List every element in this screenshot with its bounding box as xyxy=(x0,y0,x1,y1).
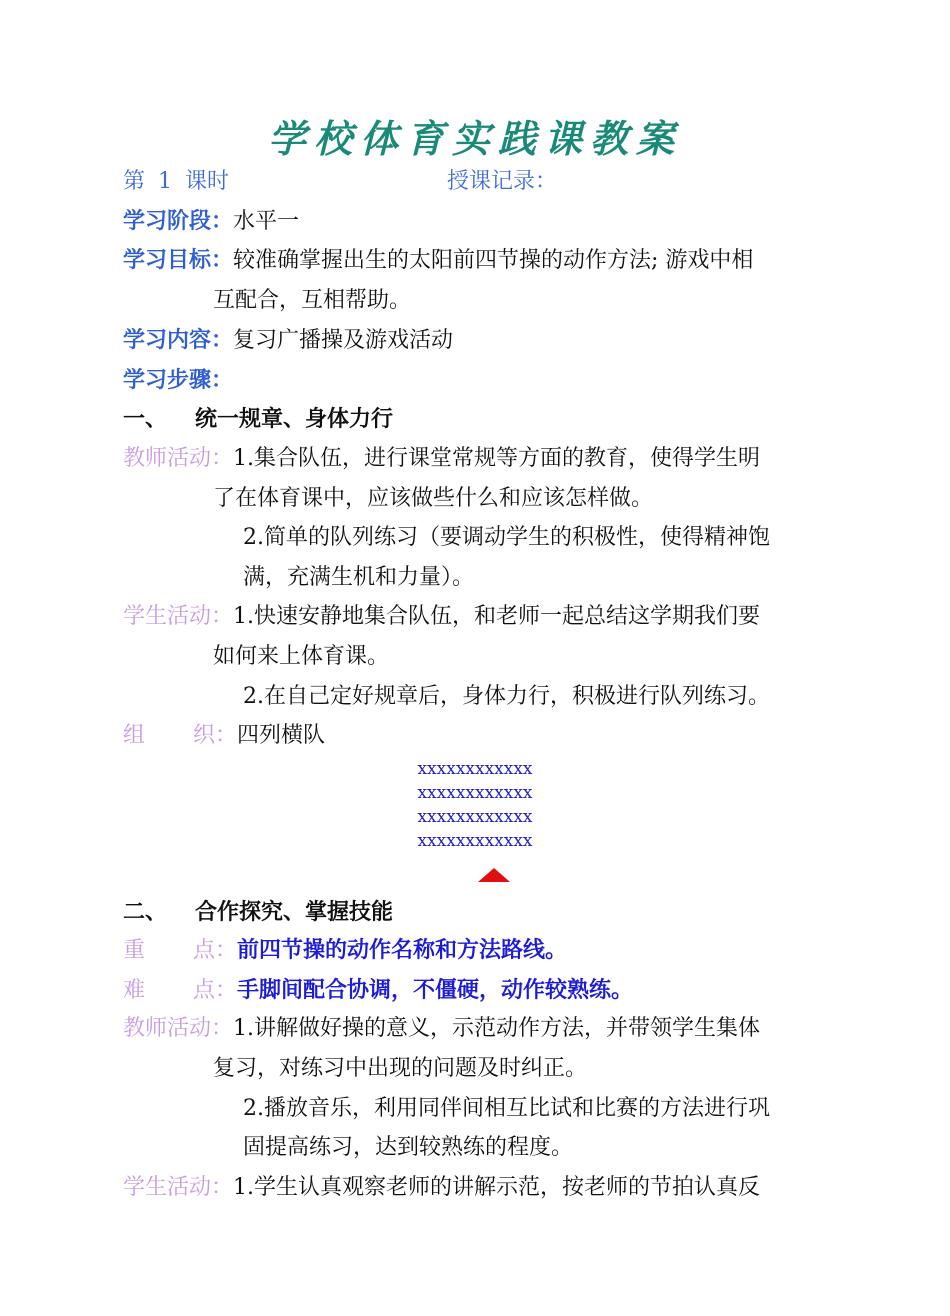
period-suffix: 课时 xyxy=(185,169,230,194)
key-point-value: 前四节操的动作名称和方法路线。 xyxy=(237,938,568,963)
section1-teacher-line-1 xyxy=(123,444,760,474)
teacher-activity-label: 教师活动： xyxy=(123,446,234,471)
stage-line xyxy=(123,207,299,237)
section2-teacher-text-2: 2.播放音乐，利用同伴间相互比试和比赛的方法进行巩 xyxy=(243,1096,770,1121)
teacher-activity-label: 教师活动： xyxy=(123,1016,234,1041)
period-number: 1 xyxy=(158,169,173,194)
formation-row: xxxxxxxxxxxx xyxy=(417,759,533,779)
section1-teacher-text-1: 1.集合队伍，进行课堂常规等方面的教育，使得学生明 xyxy=(233,446,761,471)
section2-number: 二、 xyxy=(123,900,168,925)
difficulty-line xyxy=(123,976,633,1006)
diff-label-a: 难 xyxy=(123,978,146,1003)
key-point-line xyxy=(123,936,567,966)
section1-student-text-1: 1.快速安静地集合队伍，和老师一起总结这学期我们要 xyxy=(233,604,761,629)
key-label-b: 点： xyxy=(193,938,238,963)
formation-row: xxxxxxxxxxxx xyxy=(417,831,533,851)
stage-value: 水平一 xyxy=(233,209,300,234)
section1-number: 一、 xyxy=(123,407,168,432)
period-prefix: 第 xyxy=(123,169,146,194)
goal-label: 学习目标： xyxy=(123,248,234,273)
section2-teacher-text-1b: 复习，对练习中出现的问题及时纠正。 xyxy=(213,1056,588,1081)
section2-teacher-text-1: 1.讲解做好操的意义，示范动作方法，并带领学生集体 xyxy=(233,1016,761,1041)
goal-text-1: 较准确掌握出生的太阳前四节操的动作方法; 游戏中相 xyxy=(233,248,754,273)
page-title: 学校体育实践课教案 xyxy=(267,116,682,161)
section1-heading: 统一规章、身体力行 xyxy=(195,407,394,432)
section2-student-line-1 xyxy=(123,1173,760,1203)
goal-line-2: 互配合，互相帮助。 xyxy=(213,288,412,313)
section1-teacher-text-2b: 满，充满生机和力量）。 xyxy=(243,565,475,590)
section2-heading: 合作探究、掌握技能 xyxy=(195,900,394,925)
content-label: 学习内容： xyxy=(123,328,234,353)
org-label-b: 织： xyxy=(193,723,238,748)
section2-teacher-text-2b: 固提高练习，达到较熟练的程度。 xyxy=(243,1135,574,1160)
student-activity-label: 学生活动： xyxy=(123,604,234,629)
section1-teacher-text-2: 2.简单的队列练习（要调动学生的积极性，使得精神饱 xyxy=(243,525,770,550)
formation-row: xxxxxxxxxxxx xyxy=(417,783,533,803)
content-line xyxy=(123,326,453,356)
organization-line xyxy=(123,721,325,751)
lesson-record: 授课记录： xyxy=(447,169,558,194)
teacher-position-triangle-icon xyxy=(478,868,510,882)
section1-student-line-1 xyxy=(123,602,760,632)
section2-student-text-1: 1.学生认真观察老师的讲解示范，按老师的节拍认真反 xyxy=(233,1175,761,1200)
section1-teacher-text-1b: 了在体育课中，应该做些什么和应该怎样做。 xyxy=(213,486,654,511)
key-label-a: 重 xyxy=(123,938,146,963)
org-label-a: 组 xyxy=(123,723,146,748)
stage-label: 学习阶段： xyxy=(123,209,234,234)
section1-student-text-1b: 如何来上体育课。 xyxy=(213,644,390,669)
content-value: 复习广播操及游戏活动 xyxy=(233,328,454,353)
difficulty-value: 手脚间配合协调，不僵硬，动作较熟练。 xyxy=(237,978,634,1003)
formation-row: xxxxxxxxxxxx xyxy=(417,807,533,827)
student-activity-label: 学生活动： xyxy=(123,1175,234,1200)
section1-student-text-2: 2.在自己定好规章后，身体力行，积极进行队列练习。 xyxy=(243,684,770,709)
period-line xyxy=(123,167,229,197)
section2-teacher-line-1 xyxy=(123,1014,760,1044)
steps-label: 学习步骤： xyxy=(123,368,234,393)
org-value: 四列横队 xyxy=(237,723,326,748)
goal-line-1 xyxy=(123,246,753,276)
diff-label-b: 点： xyxy=(193,978,238,1003)
